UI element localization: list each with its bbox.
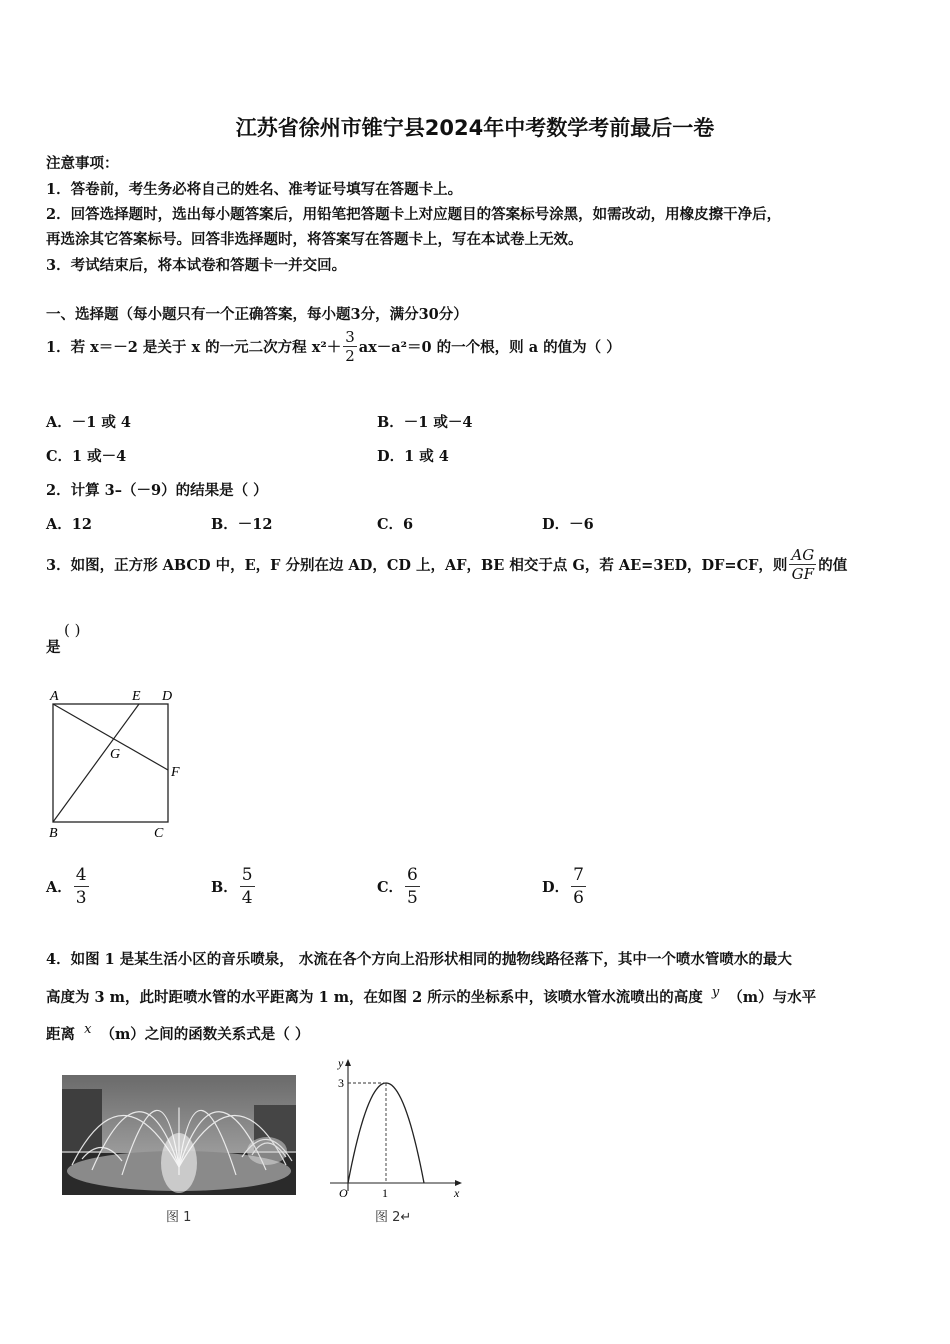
tick-x-1: 1: [382, 1186, 388, 1200]
q1-frac-den: 2: [345, 347, 355, 365]
q1-text-post: ax－a²＝0 的一个根，则 a 的值为（ ）: [358, 339, 621, 356]
q1-frac-num: 3: [345, 328, 355, 346]
question-1: [46, 328, 621, 365]
q4-var-x: x: [84, 1022, 92, 1037]
label-b: B: [49, 826, 58, 841]
q3-frac-den: GF: [791, 565, 815, 583]
q3-option-a-den: 3: [75, 888, 87, 908]
q3-option-a-label: A．: [46, 879, 72, 896]
q2-option-c: C．6: [377, 516, 414, 533]
label-c: C: [154, 826, 164, 841]
figure-2-caption: 图 2↵: [375, 1210, 412, 1225]
q4-line3-pre: 距离: [46, 1026, 75, 1043]
q3-text: 3．如图，正方形 ABCD 中，E，F 分别在边 AD，CD 上，AF，BE 相交于点 G，若 AE=3ED，DF=CF，则: [46, 557, 788, 574]
square-abcd: [53, 704, 168, 822]
q1-fraction: [343, 328, 357, 365]
q3-option-b-frac: [240, 864, 255, 909]
q3-answer-paren: ( ): [64, 621, 81, 639]
q1-text-pre: 1．若 x＝－2 是关于 x 的一元二次方程 x²＋: [46, 339, 342, 356]
parabola-graph: [326, 1055, 466, 1205]
page-title: 江苏省徐州市锥宁县2024年中考数学考前最后一卷: [235, 116, 715, 140]
q3-option-a: [46, 864, 91, 909]
label-a: A: [50, 689, 59, 704]
q3-option-d-den: 6: [573, 888, 584, 908]
section-heading: 一、选择题（每小题只有一个正确答案，每小题3分，满分30分）: [46, 306, 468, 323]
q3-frac-num: AG: [791, 546, 815, 564]
q1-option-c: C．1 或－4: [46, 448, 127, 465]
question-4-line3: [46, 1022, 309, 1044]
q3-option-b-label: B．: [211, 879, 238, 896]
q3-option-c-den: 5: [407, 888, 418, 908]
q4-line2-post: （m）与水平: [728, 989, 817, 1006]
q3-option-b-num: 5: [241, 865, 253, 885]
q3-option-d-label: D．: [542, 879, 570, 896]
q2-option-a: A．12: [46, 516, 92, 533]
label-d: D: [162, 689, 173, 704]
tick-y-3: 3: [338, 1076, 344, 1090]
q3-option-a-frac: [74, 864, 89, 909]
q3-option-b: [211, 864, 257, 909]
q3-option-c: [377, 864, 422, 909]
question-4-line1: 4．如图 1 是某生活小区的音乐喷泉， 水流在各个方向上沿形状相同的抛物线路径落下，其中一个喷水管喷水的最大: [46, 951, 792, 968]
q1-option-b: B．－1 或－4: [377, 414, 473, 431]
q3-fraction: [789, 546, 816, 583]
q2-option-d: D．－6: [542, 516, 594, 533]
notice-item-1: 1．答卷前，考生务必将自己的姓名、准考证号填写在答题卡上。: [46, 181, 463, 198]
q3-option-b-den: 4: [241, 888, 253, 908]
q3-text-line2: 是: [46, 639, 61, 656]
question-4-line2: [46, 985, 816, 1007]
q4-line2-pre: 高度为 3 m，此时距喷水管的水平距离为 1 m，在如图 2 所示的坐标系中，该喷水管水流喷出的高度: [46, 989, 703, 1006]
q1-option-d: D．1 或 4: [377, 448, 449, 465]
q3-text-tail: 的值: [818, 557, 848, 574]
square-figure: [44, 684, 194, 844]
axis-x-label: x: [454, 1186, 460, 1200]
notice-heading: 注意事项：: [46, 155, 119, 172]
notice-item-2: 2．回答选择题时，选出每小题答案后，用铅笔把答题卡上对应题目的答案标号涂黑，如需改动，用橡皮擦干净后，: [46, 206, 782, 223]
q3-option-d: [542, 864, 588, 909]
notice-item-3: 3．考试结束后，将本试卷和答题卡一并交回。: [46, 257, 347, 274]
figure-1-caption: 图 1: [166, 1210, 192, 1225]
q4-var-y: y: [711, 985, 720, 1000]
q2-option-b: B．－12: [211, 516, 273, 533]
label-f: F: [171, 765, 180, 780]
q3-option-a-num: 4: [75, 865, 87, 885]
axis-y-label: y: [338, 1056, 344, 1070]
q3-option-d-frac: [571, 864, 586, 909]
question-2: 2．计算 3–（－9）的结果是（ ）: [46, 482, 268, 499]
q4-line3-post: （m）之间的函数关系式是（ ）: [100, 1026, 310, 1043]
label-e: E: [132, 689, 141, 704]
q1-option-a: A．－1 或 4: [46, 414, 132, 431]
fountain-photo: [62, 1075, 296, 1195]
q3-option-d-num: 7: [573, 865, 584, 885]
q3-option-c-label: C．: [377, 879, 404, 896]
q3-option-c-num: 6: [407, 865, 418, 885]
q3-option-c-frac: [405, 864, 420, 909]
y-axis-arrow: [345, 1059, 351, 1066]
label-g: G: [110, 747, 121, 762]
question-3: [46, 546, 847, 583]
segment-be: [53, 704, 139, 822]
notice-item-2-cont: 再选涂其它答案标号。回答非选择题时，将答案写在答题卡上，写在本试卷上无效。: [46, 231, 583, 248]
origin-label: O: [339, 1186, 348, 1200]
